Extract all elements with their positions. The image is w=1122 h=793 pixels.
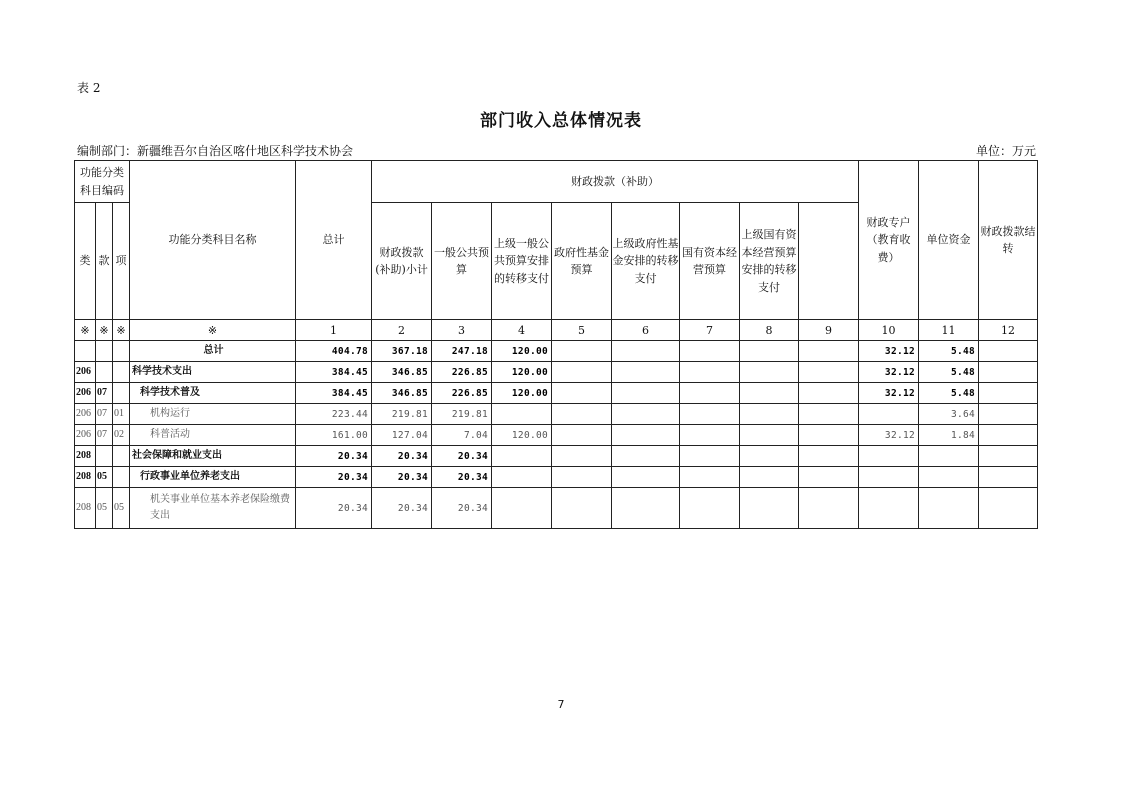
- index-cell: ※: [113, 320, 130, 341]
- cell-col-3: 226.85: [432, 362, 492, 383]
- cell-col-7: [680, 467, 740, 488]
- table-label: 表 2: [77, 81, 101, 95]
- cell-col-12: [979, 446, 1038, 467]
- cell-total: 404.78: [296, 341, 372, 362]
- cell-col-11: [919, 446, 979, 467]
- cell-name: 科学技术支出: [130, 362, 296, 383]
- cell-col-4: [492, 446, 552, 467]
- header-col-10: 单位资金: [919, 161, 979, 320]
- cell-lei: 206: [75, 425, 96, 446]
- cell-col-7: [680, 362, 740, 383]
- header-col-9: 财政专户（教育收费）: [859, 161, 919, 320]
- page-title: 部门收入总体情况表: [480, 111, 642, 131]
- cell-lei: 208: [75, 446, 96, 467]
- cell-col-12: [979, 488, 1038, 529]
- cell-col-7: [680, 488, 740, 529]
- cell-xiang: 01: [113, 404, 130, 425]
- cell-xiang: [113, 383, 130, 404]
- cell-col-4: [492, 488, 552, 529]
- cell-col-6: [612, 341, 680, 362]
- index-cell: 4: [492, 320, 552, 341]
- table-row: [75, 362, 1038, 383]
- cell-col-8: [740, 383, 799, 404]
- index-cell: 8: [740, 320, 799, 341]
- cell-col-9: [799, 467, 859, 488]
- cell-name: 机构运行: [130, 404, 296, 425]
- cell-total: 384.45: [296, 383, 372, 404]
- index-cell: 6: [612, 320, 680, 341]
- index-row: [75, 320, 1038, 341]
- cell-lei: [75, 341, 96, 362]
- table-row: [75, 404, 1038, 425]
- cell-lei: 206: [75, 383, 96, 404]
- cell-col-11: 1.84: [919, 425, 979, 446]
- index-cell: 9: [799, 320, 859, 341]
- cell-col-11: 5.48: [919, 341, 979, 362]
- cell-kuan: [96, 446, 113, 467]
- header-col-11: 财政拨款结转: [979, 161, 1038, 320]
- cell-col-5: [552, 446, 612, 467]
- cell-col-2: 367.18: [372, 341, 432, 362]
- cell-col-7: [680, 341, 740, 362]
- index-cell: ※: [130, 320, 296, 341]
- cell-kuan: [96, 341, 113, 362]
- index-cell: ※: [96, 320, 113, 341]
- cell-col-8: [740, 488, 799, 529]
- cell-col-7: [680, 404, 740, 425]
- cell-col-4: 120.00: [492, 425, 552, 446]
- cell-col-6: [612, 446, 680, 467]
- cell-name: 科学技术普及: [130, 383, 296, 404]
- cell-name: 总计: [130, 341, 296, 362]
- cell-col-11: 5.48: [919, 362, 979, 383]
- cell-xiang: [113, 467, 130, 488]
- cell-col-5: [552, 425, 612, 446]
- cell-col-10: 32.12: [859, 341, 919, 362]
- cell-col-8: [740, 446, 799, 467]
- cell-col-8: [740, 341, 799, 362]
- cell-col-5: [552, 488, 612, 529]
- cell-col-10: [859, 467, 919, 488]
- cell-col-9: [799, 362, 859, 383]
- cell-col-7: [680, 383, 740, 404]
- cell-total: 223.44: [296, 404, 372, 425]
- cell-col-12: [979, 425, 1038, 446]
- cell-total: 20.34: [296, 467, 372, 488]
- cell-total: 384.45: [296, 362, 372, 383]
- header-lei: 类: [75, 203, 96, 320]
- cell-col-8: [740, 425, 799, 446]
- cell-col-10: 32.12: [859, 425, 919, 446]
- cell-col-3: 20.34: [432, 467, 492, 488]
- cell-col-12: [979, 404, 1038, 425]
- cell-col-3: 247.18: [432, 341, 492, 362]
- cell-col-2: 20.34: [372, 488, 432, 529]
- cell-col-7: [680, 425, 740, 446]
- cell-col-11: 3.64: [919, 404, 979, 425]
- header-col-3: 一般公共预算: [432, 203, 492, 320]
- index-cell: ※: [75, 320, 96, 341]
- header-xiang: 项: [113, 203, 130, 320]
- cell-col-11: [919, 488, 979, 529]
- table-row: [75, 488, 1038, 529]
- cell-col-3: 219.81: [432, 404, 492, 425]
- cell-lei: 208: [75, 467, 96, 488]
- cell-col-11: [919, 467, 979, 488]
- cell-col-6: [612, 488, 680, 529]
- cell-col-7: [680, 446, 740, 467]
- cell-col-2: 20.34: [372, 446, 432, 467]
- header-col-2: 财政拨款(补助)小计: [372, 203, 432, 320]
- cell-kuan: 07: [96, 425, 113, 446]
- cell-lei: 206: [75, 362, 96, 383]
- cell-col-9: [799, 383, 859, 404]
- cell-col-6: [612, 404, 680, 425]
- cell-name: 社会保障和就业支出: [130, 446, 296, 467]
- cell-col-3: 20.34: [432, 488, 492, 529]
- cell-col-3: 20.34: [432, 446, 492, 467]
- cell-col-8: [740, 362, 799, 383]
- cell-col-6: [612, 467, 680, 488]
- cell-col-4: 120.00: [492, 383, 552, 404]
- index-cell: 11: [919, 320, 979, 341]
- cell-col-6: [612, 383, 680, 404]
- cell-kuan: 07: [96, 404, 113, 425]
- cell-kuan: [96, 362, 113, 383]
- cell-total: 20.34: [296, 446, 372, 467]
- cell-name: 机关事业单位基本养老保险缴费支出: [130, 488, 296, 529]
- index-cell: 1: [296, 320, 372, 341]
- cell-col-12: [979, 362, 1038, 383]
- cell-xiang: [113, 341, 130, 362]
- cell-col-9: [799, 488, 859, 529]
- cell-col-2: 127.04: [372, 425, 432, 446]
- cell-col-4: [492, 404, 552, 425]
- cell-xiang: [113, 362, 130, 383]
- cell-name: 科普活动: [130, 425, 296, 446]
- header-func-code: 功能分类科目编码: [75, 161, 130, 203]
- org-line: 编制部门：新疆维吾尔自治区喀什地区科学技术协会: [77, 144, 354, 158]
- cell-col-9: [799, 404, 859, 425]
- cell-col-5: [552, 341, 612, 362]
- cell-col-5: [552, 362, 612, 383]
- header-kuan: 款: [96, 203, 113, 320]
- table-row: [75, 446, 1038, 467]
- cell-col-10: 32.12: [859, 362, 919, 383]
- header-col-7: 国有资本经营预算: [680, 203, 740, 320]
- header-fiscal-group: 财政拨款（补助）: [372, 161, 859, 203]
- cell-col-5: [552, 404, 612, 425]
- cell-col-4: 120.00: [492, 362, 552, 383]
- cell-col-8: [740, 467, 799, 488]
- cell-name: 行政事业单位养老支出: [130, 467, 296, 488]
- cell-col-2: 219.81: [372, 404, 432, 425]
- page-number: 7: [557, 698, 565, 711]
- cell-col-5: [552, 383, 612, 404]
- header-func-name: 功能分类科目名称: [130, 161, 296, 320]
- cell-total: 20.34: [296, 488, 372, 529]
- cell-col-9: [799, 425, 859, 446]
- index-cell: 3: [432, 320, 492, 341]
- cell-col-10: [859, 446, 919, 467]
- cell-col-8: [740, 404, 799, 425]
- cell-col-10: [859, 404, 919, 425]
- cell-col-12: [979, 383, 1038, 404]
- cell-col-6: [612, 362, 680, 383]
- cell-xiang: 02: [113, 425, 130, 446]
- header-total: 总计: [296, 161, 372, 320]
- cell-lei: 208: [75, 488, 96, 529]
- cell-col-5: [552, 467, 612, 488]
- table-row: [75, 467, 1038, 488]
- table-row: [75, 425, 1038, 446]
- cell-col-2: 20.34: [372, 467, 432, 488]
- cell-col-9: [799, 341, 859, 362]
- index-cell: 7: [680, 320, 740, 341]
- cell-col-10: [859, 488, 919, 529]
- index-cell: 12: [979, 320, 1038, 341]
- cell-col-6: [612, 425, 680, 446]
- cell-col-2: 346.85: [372, 383, 432, 404]
- cell-xiang: 05: [113, 488, 130, 529]
- header-col-4: 上级一般公共预算安排的转移支付: [492, 203, 552, 320]
- cell-col-3: 7.04: [432, 425, 492, 446]
- cell-col-4: 120.00: [492, 341, 552, 362]
- cell-col-12: [979, 467, 1038, 488]
- index-cell: 10: [859, 320, 919, 341]
- cell-col-12: [979, 341, 1038, 362]
- cell-kuan: 05: [96, 467, 113, 488]
- cell-kuan: 07: [96, 383, 113, 404]
- cell-col-2: 346.85: [372, 362, 432, 383]
- table-row: [75, 383, 1038, 404]
- header-col-5: 政府性基金预算: [552, 203, 612, 320]
- cell-total: 161.00: [296, 425, 372, 446]
- cell-col-11: 5.48: [919, 383, 979, 404]
- index-cell: 5: [552, 320, 612, 341]
- unit-line: 单位：万元: [975, 144, 1036, 158]
- cell-col-4: [492, 467, 552, 488]
- index-cell: 2: [372, 320, 432, 341]
- cell-kuan: 05: [96, 488, 113, 529]
- header-col-8: 上级国有资本经营预算安排的转移支付: [740, 203, 799, 320]
- table-row-total: [75, 341, 1038, 362]
- cell-lei: 206: [75, 404, 96, 425]
- cell-col-3: 226.85: [432, 383, 492, 404]
- cell-xiang: [113, 446, 130, 467]
- cell-col-9: [799, 446, 859, 467]
- header-col-6: 上级政府性基金安排的转移支付: [612, 203, 680, 320]
- cell-col-10: 32.12: [859, 383, 919, 404]
- income-table: [74, 160, 1038, 529]
